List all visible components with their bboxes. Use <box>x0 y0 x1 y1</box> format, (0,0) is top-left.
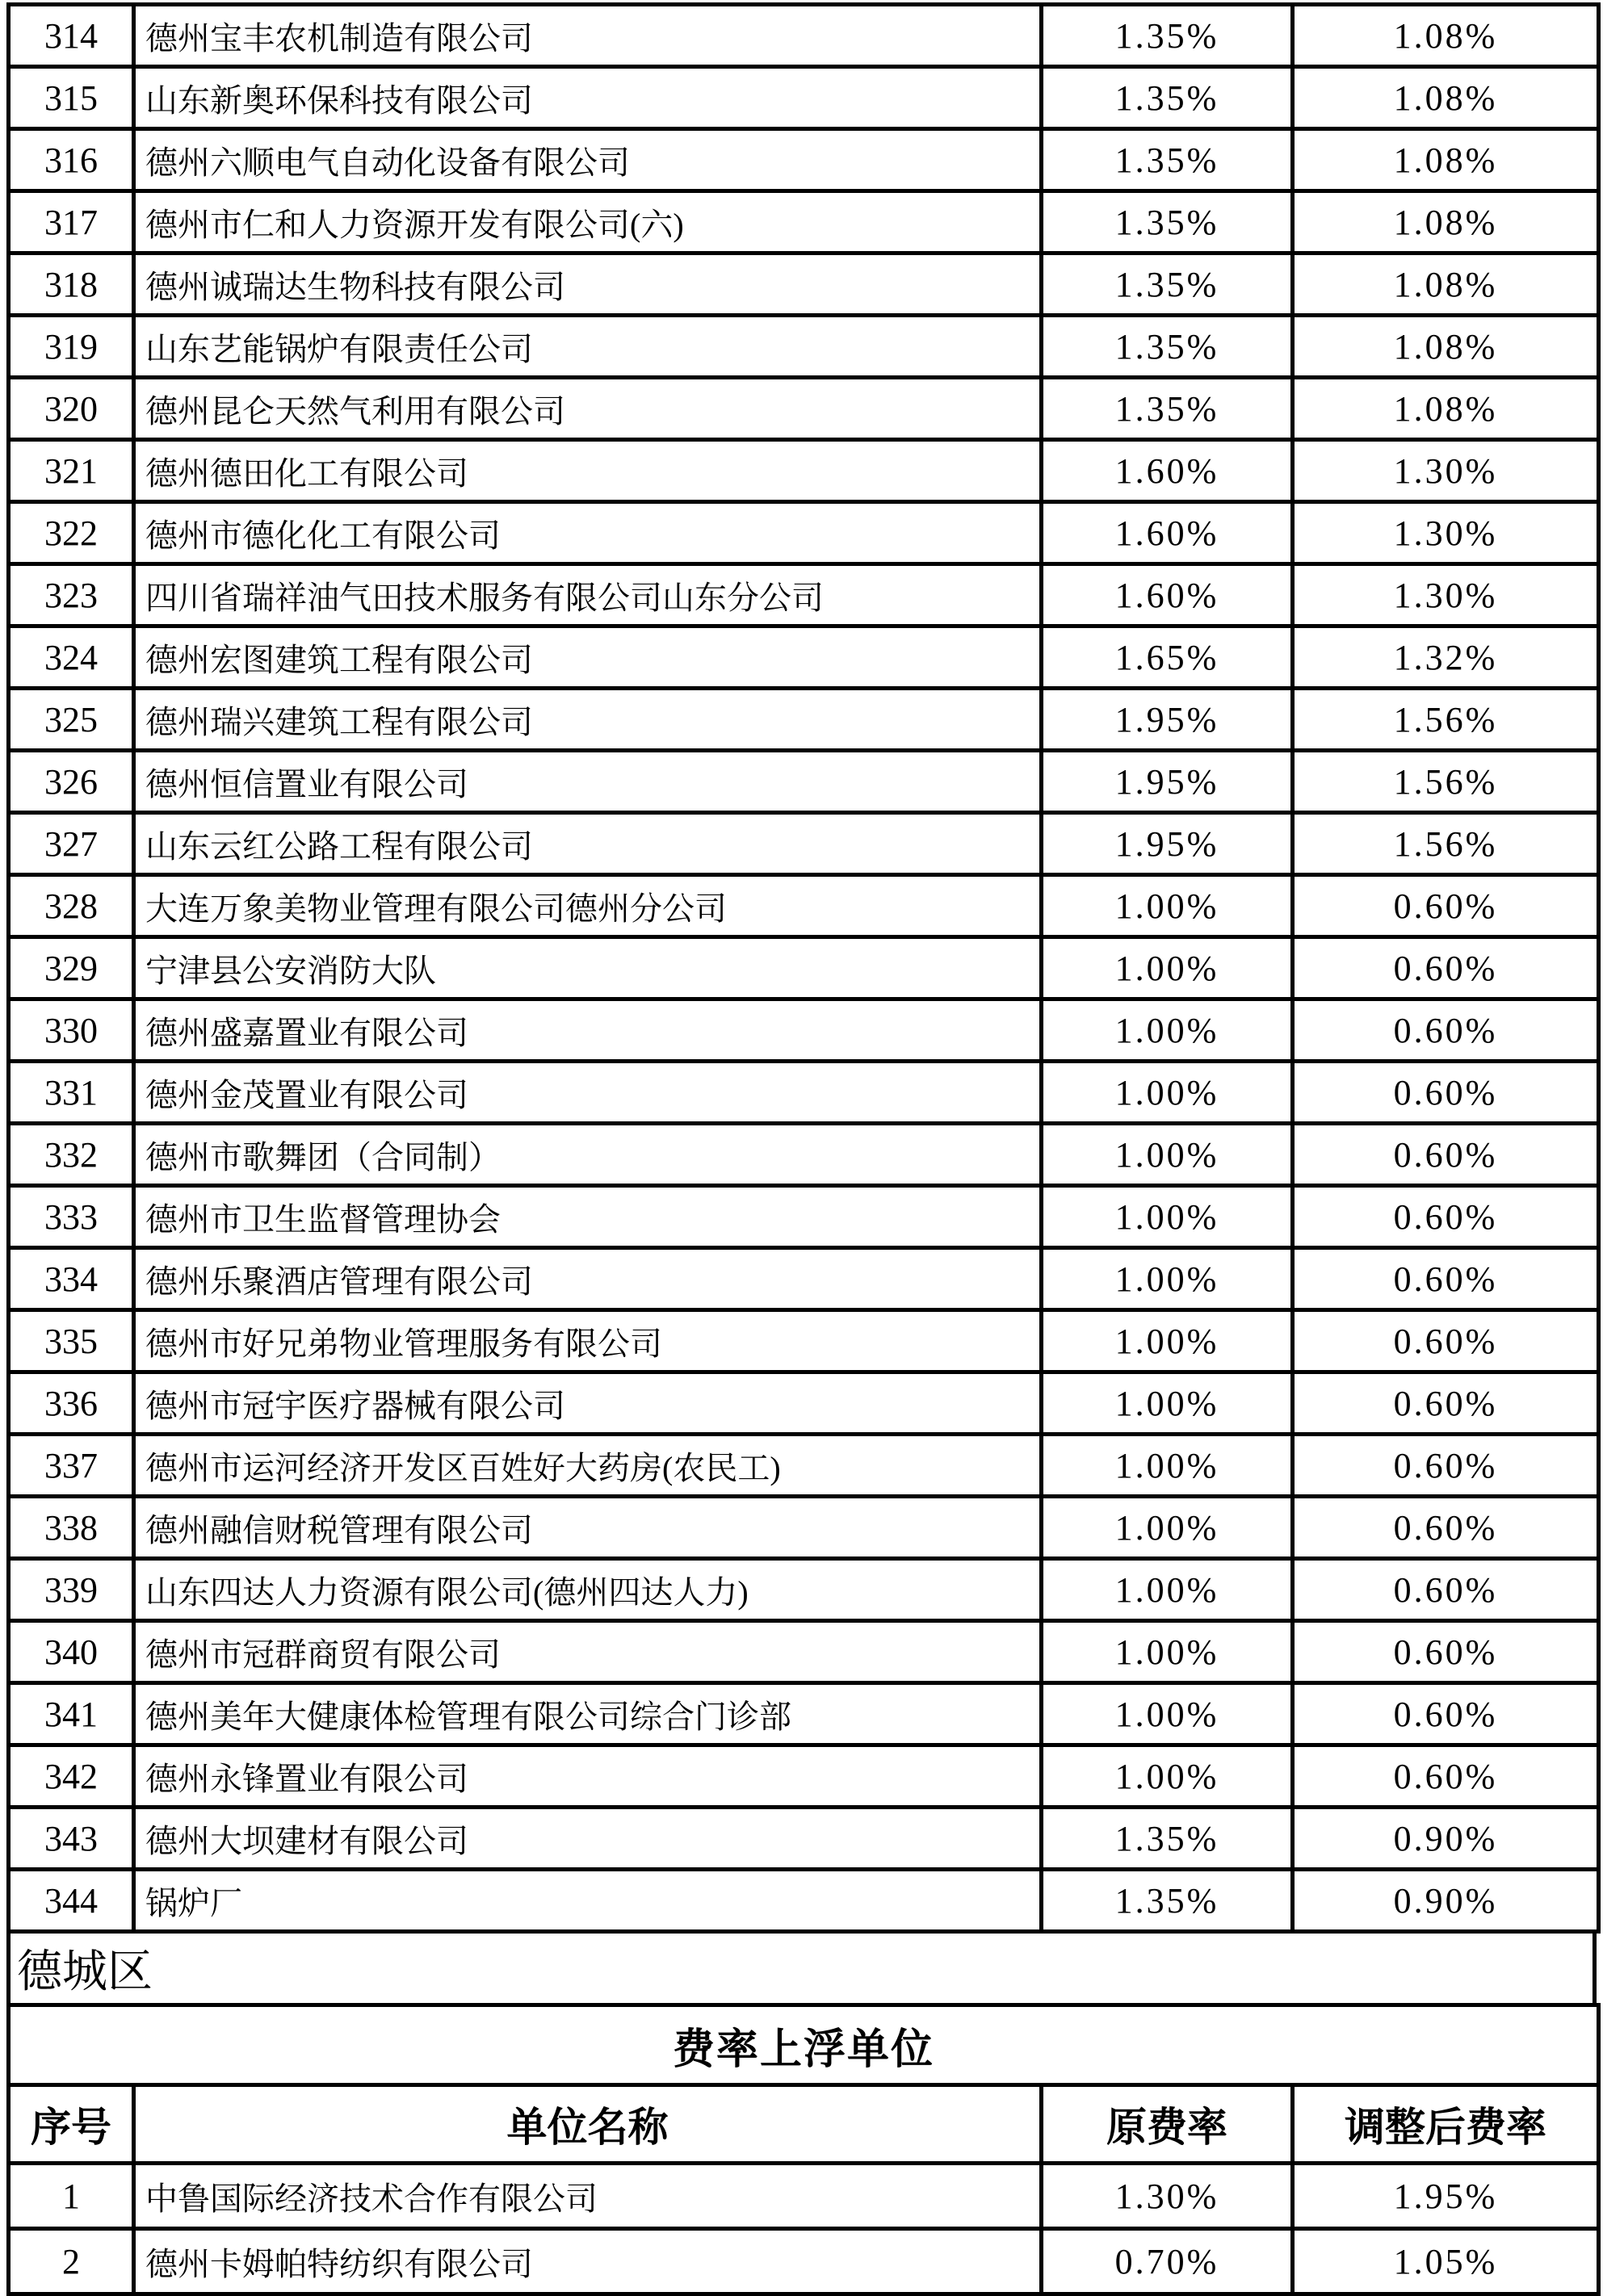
company-name-cell: 德州金茂置业有限公司 <box>134 1062 1042 1124</box>
adjusted-rate-cell: 1.08% <box>1293 129 1599 191</box>
adjusted-rate-cell: 1.08% <box>1293 191 1599 253</box>
original-rate-cell: 1.35% <box>1042 1808 1293 1870</box>
adjusted-rate-cell: 0.90% <box>1293 1870 1599 1932</box>
adjusted-rate-cell: 0.90% <box>1293 1808 1599 1870</box>
company-name-cell: 山东新奥环保科技有限公司 <box>134 67 1042 129</box>
table-row <box>9 440 1599 502</box>
table-row <box>9 626 1599 689</box>
table-row <box>9 378 1599 440</box>
row-no-cell: 338 <box>9 1497 134 1559</box>
header-no: 序号 <box>9 2085 134 2164</box>
table-row <box>9 2229 1599 2294</box>
row-no-cell: 323 <box>9 564 134 626</box>
company-name-cell: 四川省瑞祥油气田技术服务有限公司山东分公司 <box>134 564 1042 626</box>
row-no-cell: 326 <box>9 751 134 813</box>
original-rate-cell: 1.35% <box>1042 316 1293 378</box>
original-rate-cell: 1.00% <box>1042 1248 1293 1310</box>
original-rate-cell: 1.00% <box>1042 1559 1293 1621</box>
adjusted-rate-cell: 1.08% <box>1293 378 1599 440</box>
company-name-cell: 德州市德化化工有限公司 <box>134 502 1042 564</box>
row-no-cell: 333 <box>9 1186 134 1248</box>
original-rate-cell: 1.35% <box>1042 67 1293 129</box>
table-row <box>9 813 1599 875</box>
company-name-cell: 德州德田化工有限公司 <box>134 440 1042 502</box>
adjusted-rate-cell: 0.60% <box>1293 1062 1599 1124</box>
adjusted-rate-cell: 1.08% <box>1293 316 1599 378</box>
table-header-row <box>9 2085 1599 2164</box>
table-row <box>9 564 1599 626</box>
row-no-cell: 1 <box>9 2164 134 2229</box>
adjusted-rate-cell: 0.60% <box>1293 937 1599 999</box>
row-no-cell: 324 <box>9 626 134 689</box>
adjusted-rate-cell: 1.05% <box>1293 2229 1599 2294</box>
table-row <box>9 1683 1599 1745</box>
row-no-cell: 336 <box>9 1372 134 1435</box>
table-row <box>9 67 1599 129</box>
company-name-cell: 德州永锋置业有限公司 <box>134 1745 1042 1808</box>
adjusted-rate-cell: 0.60% <box>1293 1435 1599 1497</box>
company-name-cell: 山东云红公路工程有限公司 <box>134 813 1042 875</box>
table-title-row <box>9 2005 1599 2085</box>
original-rate-cell: 1.00% <box>1042 1124 1293 1186</box>
adjusted-rate-cell: 1.56% <box>1293 751 1599 813</box>
adjusted-rate-cell: 1.30% <box>1293 564 1599 626</box>
row-no-cell: 329 <box>9 937 134 999</box>
company-name-cell: 德州瑞兴建筑工程有限公司 <box>134 689 1042 751</box>
company-name-cell: 山东艺能锅炉有限责任公司 <box>134 316 1042 378</box>
adjusted-rate-cell: 1.95% <box>1293 2164 1599 2229</box>
table-row <box>9 875 1599 937</box>
company-name-cell: 德州融信财税管理有限公司 <box>134 1497 1042 1559</box>
table-row <box>9 129 1599 191</box>
row-no-cell: 342 <box>9 1745 134 1808</box>
row-no-cell: 334 <box>9 1248 134 1310</box>
company-name-cell: 德州昆仑天然气利用有限公司 <box>134 378 1042 440</box>
row-no-cell: 331 <box>9 1062 134 1124</box>
header-original-rate: 原费率 <box>1042 2085 1293 2164</box>
adjusted-rate-cell: 1.56% <box>1293 689 1599 751</box>
company-name-cell: 德州宏图建筑工程有限公司 <box>134 626 1042 689</box>
adjusted-rate-cell: 1.56% <box>1293 813 1599 875</box>
company-name-cell: 德州市冠群商贸有限公司 <box>134 1621 1042 1683</box>
adjusted-rate-cell: 0.60% <box>1293 1683 1599 1745</box>
company-name-cell: 德州市仁和人力资源开发有限公司(六) <box>134 191 1042 253</box>
table-row <box>9 1062 1599 1124</box>
original-rate-cell: 1.35% <box>1042 253 1293 316</box>
original-rate-cell: 1.00% <box>1042 1683 1293 1745</box>
company-name-cell: 德州大坝建材有限公司 <box>134 1808 1042 1870</box>
original-rate-cell: 1.35% <box>1042 129 1293 191</box>
table-row <box>9 1372 1599 1435</box>
original-rate-cell: 1.35% <box>1042 5 1293 67</box>
adjusted-rate-cell: 1.08% <box>1293 5 1599 67</box>
original-rate-cell: 1.00% <box>1042 1186 1293 1248</box>
original-rate-cell: 1.30% <box>1042 2164 1293 2229</box>
original-rate-cell: 1.35% <box>1042 1870 1293 1932</box>
table-row <box>9 1310 1599 1372</box>
adjusted-rate-cell: 0.60% <box>1293 999 1599 1062</box>
adjusted-rate-cell: 0.60% <box>1293 1248 1599 1310</box>
table-row <box>9 502 1599 564</box>
company-name-cell: 德州卡姆帕特纺织有限公司 <box>134 2229 1042 2294</box>
row-no-cell: 343 <box>9 1808 134 1870</box>
adjusted-rate-cell: 0.60% <box>1293 1310 1599 1372</box>
row-no-cell: 339 <box>9 1559 134 1621</box>
table-row <box>9 1435 1599 1497</box>
row-no-cell: 340 <box>9 1621 134 1683</box>
district-label: 德城区 <box>17 1947 153 1997</box>
original-rate-cell: 1.00% <box>1042 1062 1293 1124</box>
row-no-cell: 341 <box>9 1683 134 1745</box>
original-rate-cell: 1.35% <box>1042 191 1293 253</box>
original-rate-cell: 1.00% <box>1042 1497 1293 1559</box>
table-row <box>9 2164 1599 2229</box>
adjusted-rate-cell: 0.60% <box>1293 1186 1599 1248</box>
row-no-cell: 321 <box>9 440 134 502</box>
company-name-cell: 德州宝丰农机制造有限公司 <box>134 5 1042 67</box>
row-no-cell: 2 <box>9 2229 134 2294</box>
table-row <box>9 1186 1599 1248</box>
adjusted-rate-cell: 0.60% <box>1293 1559 1599 1621</box>
row-no-cell: 318 <box>9 253 134 316</box>
adjusted-rate-cell: 0.60% <box>1293 1745 1599 1808</box>
rate-increase-table <box>6 2003 1601 2296</box>
original-rate-cell: 1.95% <box>1042 689 1293 751</box>
company-name-cell: 德州盛嘉置业有限公司 <box>134 999 1042 1062</box>
row-no-cell: 344 <box>9 1870 134 1932</box>
table-row <box>9 1559 1599 1621</box>
adjusted-rate-cell: 1.08% <box>1293 67 1599 129</box>
row-no-cell: 330 <box>9 999 134 1062</box>
table-row <box>9 1124 1599 1186</box>
adjusted-rate-cell: 1.08% <box>1293 253 1599 316</box>
company-name-cell: 德州乐聚酒店管理有限公司 <box>134 1248 1042 1310</box>
company-name-cell: 德州市歌舞团（合同制） <box>134 1124 1042 1186</box>
adjusted-rate-cell: 0.60% <box>1293 875 1599 937</box>
adjusted-rate-cell: 1.30% <box>1293 440 1599 502</box>
table-row <box>9 316 1599 378</box>
company-name-cell: 德州市卫生监督管理协会 <box>134 1186 1042 1248</box>
company-name-cell: 宁津县公安消防大队 <box>134 937 1042 999</box>
company-name-cell: 德州市运河经济开发区百姓好大药房(农民工) <box>134 1435 1042 1497</box>
adjusted-rate-cell: 1.32% <box>1293 626 1599 689</box>
row-no-cell: 320 <box>9 378 134 440</box>
table-row <box>9 751 1599 813</box>
original-rate-cell: 1.60% <box>1042 440 1293 502</box>
original-rate-cell: 1.00% <box>1042 1435 1293 1497</box>
rate-continuation-table-body <box>9 5 1599 1932</box>
adjusted-rate-cell: 0.60% <box>1293 1124 1599 1186</box>
table-row <box>9 5 1599 67</box>
row-no-cell: 317 <box>9 191 134 253</box>
adjusted-rate-cell: 0.60% <box>1293 1497 1599 1559</box>
table-row <box>9 1248 1599 1310</box>
rate-increase-table-body <box>9 2164 1599 2294</box>
table-row <box>9 689 1599 751</box>
row-no-cell: 322 <box>9 502 134 564</box>
original-rate-cell: 1.00% <box>1042 875 1293 937</box>
rate-continuation-table <box>6 2 1601 1934</box>
header-company-name: 单位名称 <box>134 2085 1042 2164</box>
row-no-cell: 327 <box>9 813 134 875</box>
original-rate-cell: 1.95% <box>1042 813 1293 875</box>
row-no-cell: 316 <box>9 129 134 191</box>
table-row <box>9 1870 1599 1932</box>
company-name-cell: 山东四达人力资源有限公司(德州四达人力) <box>134 1559 1042 1621</box>
adjusted-rate-cell: 1.30% <box>1293 502 1599 564</box>
adjusted-rate-cell: 0.60% <box>1293 1372 1599 1435</box>
original-rate-cell: 1.00% <box>1042 937 1293 999</box>
table-row <box>9 191 1599 253</box>
table-row <box>9 1808 1599 1870</box>
row-no-cell: 314 <box>9 5 134 67</box>
row-no-cell: 315 <box>9 67 134 129</box>
table-row <box>9 1497 1599 1559</box>
row-no-cell: 319 <box>9 316 134 378</box>
adjusted-rate-cell: 0.60% <box>1293 1621 1599 1683</box>
company-name-cell: 德州市好兄弟物业管理服务有限公司 <box>134 1310 1042 1372</box>
original-rate-cell: 0.70% <box>1042 2229 1293 2294</box>
row-no-cell: 335 <box>9 1310 134 1372</box>
original-rate-cell: 1.35% <box>1042 378 1293 440</box>
company-name-cell: 德州诚瑞达生物科技有限公司 <box>134 253 1042 316</box>
company-name-cell: 德州六顺电气自动化设备有限公司 <box>134 129 1042 191</box>
original-rate-cell: 1.00% <box>1042 999 1293 1062</box>
table-title: 费率上浮单位 <box>9 2005 1599 2085</box>
row-no-cell: 325 <box>9 689 134 751</box>
table-row <box>9 999 1599 1062</box>
header-adjusted-rate: 调整后费率 <box>1293 2085 1599 2164</box>
table-row <box>9 937 1599 999</box>
company-name-cell: 大连万象美物业管理有限公司德州分公司 <box>134 875 1042 937</box>
row-no-cell: 337 <box>9 1435 134 1497</box>
row-no-cell: 328 <box>9 875 134 937</box>
district-section-row <box>6 1934 1597 2003</box>
table-row <box>9 1745 1599 1808</box>
original-rate-cell: 1.65% <box>1042 626 1293 689</box>
table-row <box>9 253 1599 316</box>
original-rate-cell: 1.00% <box>1042 1745 1293 1808</box>
company-name-cell: 德州恒信置业有限公司 <box>134 751 1042 813</box>
company-name-cell: 中鲁国际经济技术合作有限公司 <box>134 2164 1042 2229</box>
company-name-cell: 德州市冠宇医疗器械有限公司 <box>134 1372 1042 1435</box>
original-rate-cell: 1.95% <box>1042 751 1293 813</box>
table-row <box>9 1621 1599 1683</box>
original-rate-cell: 1.00% <box>1042 1310 1293 1372</box>
original-rate-cell: 1.60% <box>1042 502 1293 564</box>
company-name-cell: 德州美年大健康体检管理有限公司综合门诊部 <box>134 1683 1042 1745</box>
company-name-cell: 锅炉厂 <box>134 1870 1042 1932</box>
original-rate-cell: 1.00% <box>1042 1621 1293 1683</box>
original-rate-cell: 1.60% <box>1042 564 1293 626</box>
row-no-cell: 332 <box>9 1124 134 1186</box>
original-rate-cell: 1.00% <box>1042 1372 1293 1435</box>
